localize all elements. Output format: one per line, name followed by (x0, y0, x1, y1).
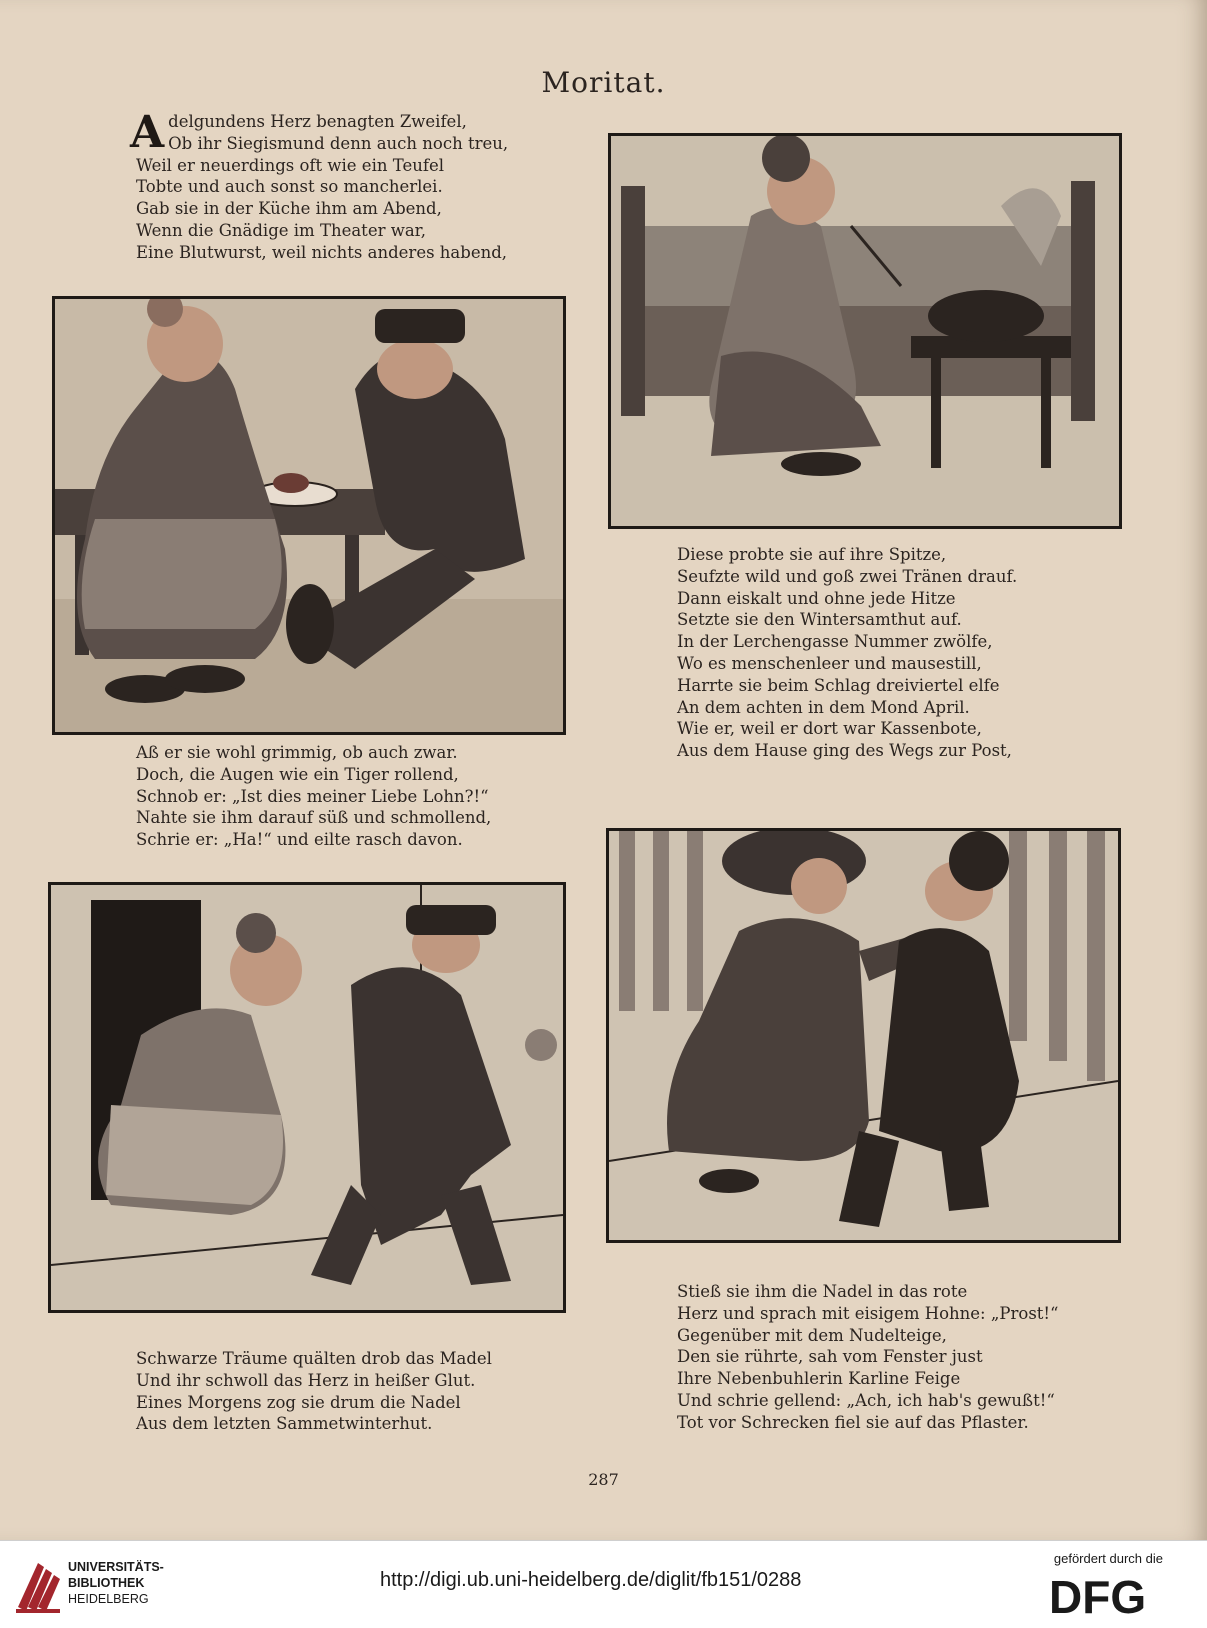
verse-line: Und ihr schwoll das Herz in heißer Glut. (136, 1370, 476, 1390)
verse-line: Doch, die Augen wie ein Tiger rollend, (136, 764, 459, 784)
library-line: HEIDELBERG (68, 1592, 149, 1606)
verse-line: Herz und sprach mit eisigem Hohne: „Prost!“ (677, 1303, 1059, 1323)
drop-cap: A (130, 107, 165, 158)
verse-line: Und schrie gellend: „Ach, ich hab's gewußt!“ (677, 1390, 1055, 1410)
verse-line: Eines Morgens zog sie drum die Nadel (136, 1392, 461, 1412)
illustration-hatpin-sofa-drawing (611, 136, 1119, 526)
verse-line: Diese probte sie auf ihre Spitze, (677, 545, 947, 564)
verse-line: Schrie er: „Ha!“ und eilte rasch davon. (136, 830, 463, 850)
verse-line: Aus dem Hause ging des Wegs zur Post, (677, 741, 1012, 761)
stanza-3 (677, 544, 1097, 762)
stanza-2 (136, 742, 556, 851)
permalink-url[interactable]: http://digi.ub.uni-heidelberg.de/diglit/fb151/0288 (380, 1569, 802, 1591)
page-title: Moritat. (541, 66, 666, 99)
library-line: UNIVERSITÄTS- (68, 1560, 164, 1574)
verse-line: Ob ihr Siegismund denn auch noch treu, (168, 133, 509, 153)
illustration-doorway-struggle (48, 882, 566, 1313)
verse-line: Harrte sie beim Schlag dreiviertel elfe (677, 675, 1000, 695)
illustration-hatpin-sofa (608, 133, 1122, 529)
university-library-logo-icon (14, 1555, 64, 1615)
verse-line: Aß er sie wohl grimmig, ob auch zwar. (136, 743, 458, 762)
illustration-street-stabbing (606, 828, 1121, 1243)
verse-line: Eine Blutwurst, weil nichts anderes habend, (136, 242, 508, 262)
library-line: BIBLIOTHEK (68, 1576, 145, 1590)
verse-line: Gab sie in der Küche ihm am Abend, (136, 199, 442, 219)
verse-line: Tobte und auch sonst so mancherlei. (136, 177, 443, 197)
illustration-kitchen-meal (52, 296, 566, 735)
footer-bar (0, 1540, 1207, 1628)
verse-line-text: delgundens Herz benagten Zweifel, (168, 112, 467, 131)
illustration-doorway-struggle-drawing (51, 885, 563, 1310)
verse-line: Wo es menschenleer und mausestill, (677, 653, 982, 673)
verse-line: Dann eiskalt und ohne jede Hitze (677, 588, 956, 608)
illustration-street-stabbing-drawing (609, 831, 1118, 1240)
verse-line: Aus dem letzten Sammetwinterhut. (136, 1414, 433, 1434)
verse-line: Den sie rührte, sah vom Fenster just (677, 1347, 983, 1367)
verse-line: Wie er, weil er dort war Kassenbote, (677, 719, 982, 739)
funded-by-label: gefördert durch die (1053, 1551, 1163, 1566)
stanza-5 (677, 1281, 1117, 1434)
verse-line: In der Lerchengasse Nummer zwölfe, (677, 632, 993, 652)
verse-line: Gegenüber mit dem Nudelteige, (677, 1325, 947, 1345)
stanza-1 (130, 107, 536, 264)
verse-line: Schwarze Träume quälten drob das Madel (136, 1349, 492, 1368)
university-library-name (68, 1559, 164, 1607)
illustration-kitchen-meal-drawing (55, 299, 563, 732)
verse-line: Tot vor Schrecken fiel sie auf das Pflaster. (677, 1412, 1029, 1432)
dfg-logo-text: DFG (1049, 1573, 1147, 1617)
verse-line: An dem achten in dem Mond April. (677, 697, 970, 717)
dfg-logo-icon (1049, 1573, 1167, 1617)
verse-line: Wenn die Gnädige im Theater war, (136, 220, 426, 240)
page-number: 287 (588, 1470, 619, 1489)
verse-line: Ihre Nebenbuhlerin Karline Feige (677, 1369, 961, 1389)
verse-line: Weil er neuerdings oft wie ein Teufel (136, 155, 444, 175)
verse-line: Seufzte wild und goß zwei Tränen drauf. (677, 566, 1018, 586)
verse-line: Setzte sie den Wintersamthut auf. (677, 610, 962, 630)
verse-line: Stieß sie ihm die Nadel in das rote (677, 1282, 968, 1301)
verse-line: Schnob er: „Ist dies meiner Liebe Lohn?!“ (136, 786, 489, 806)
verse-line: Nahte sie ihm darauf süß und schmollend, (136, 808, 492, 828)
stanza-4 (136, 1348, 556, 1435)
